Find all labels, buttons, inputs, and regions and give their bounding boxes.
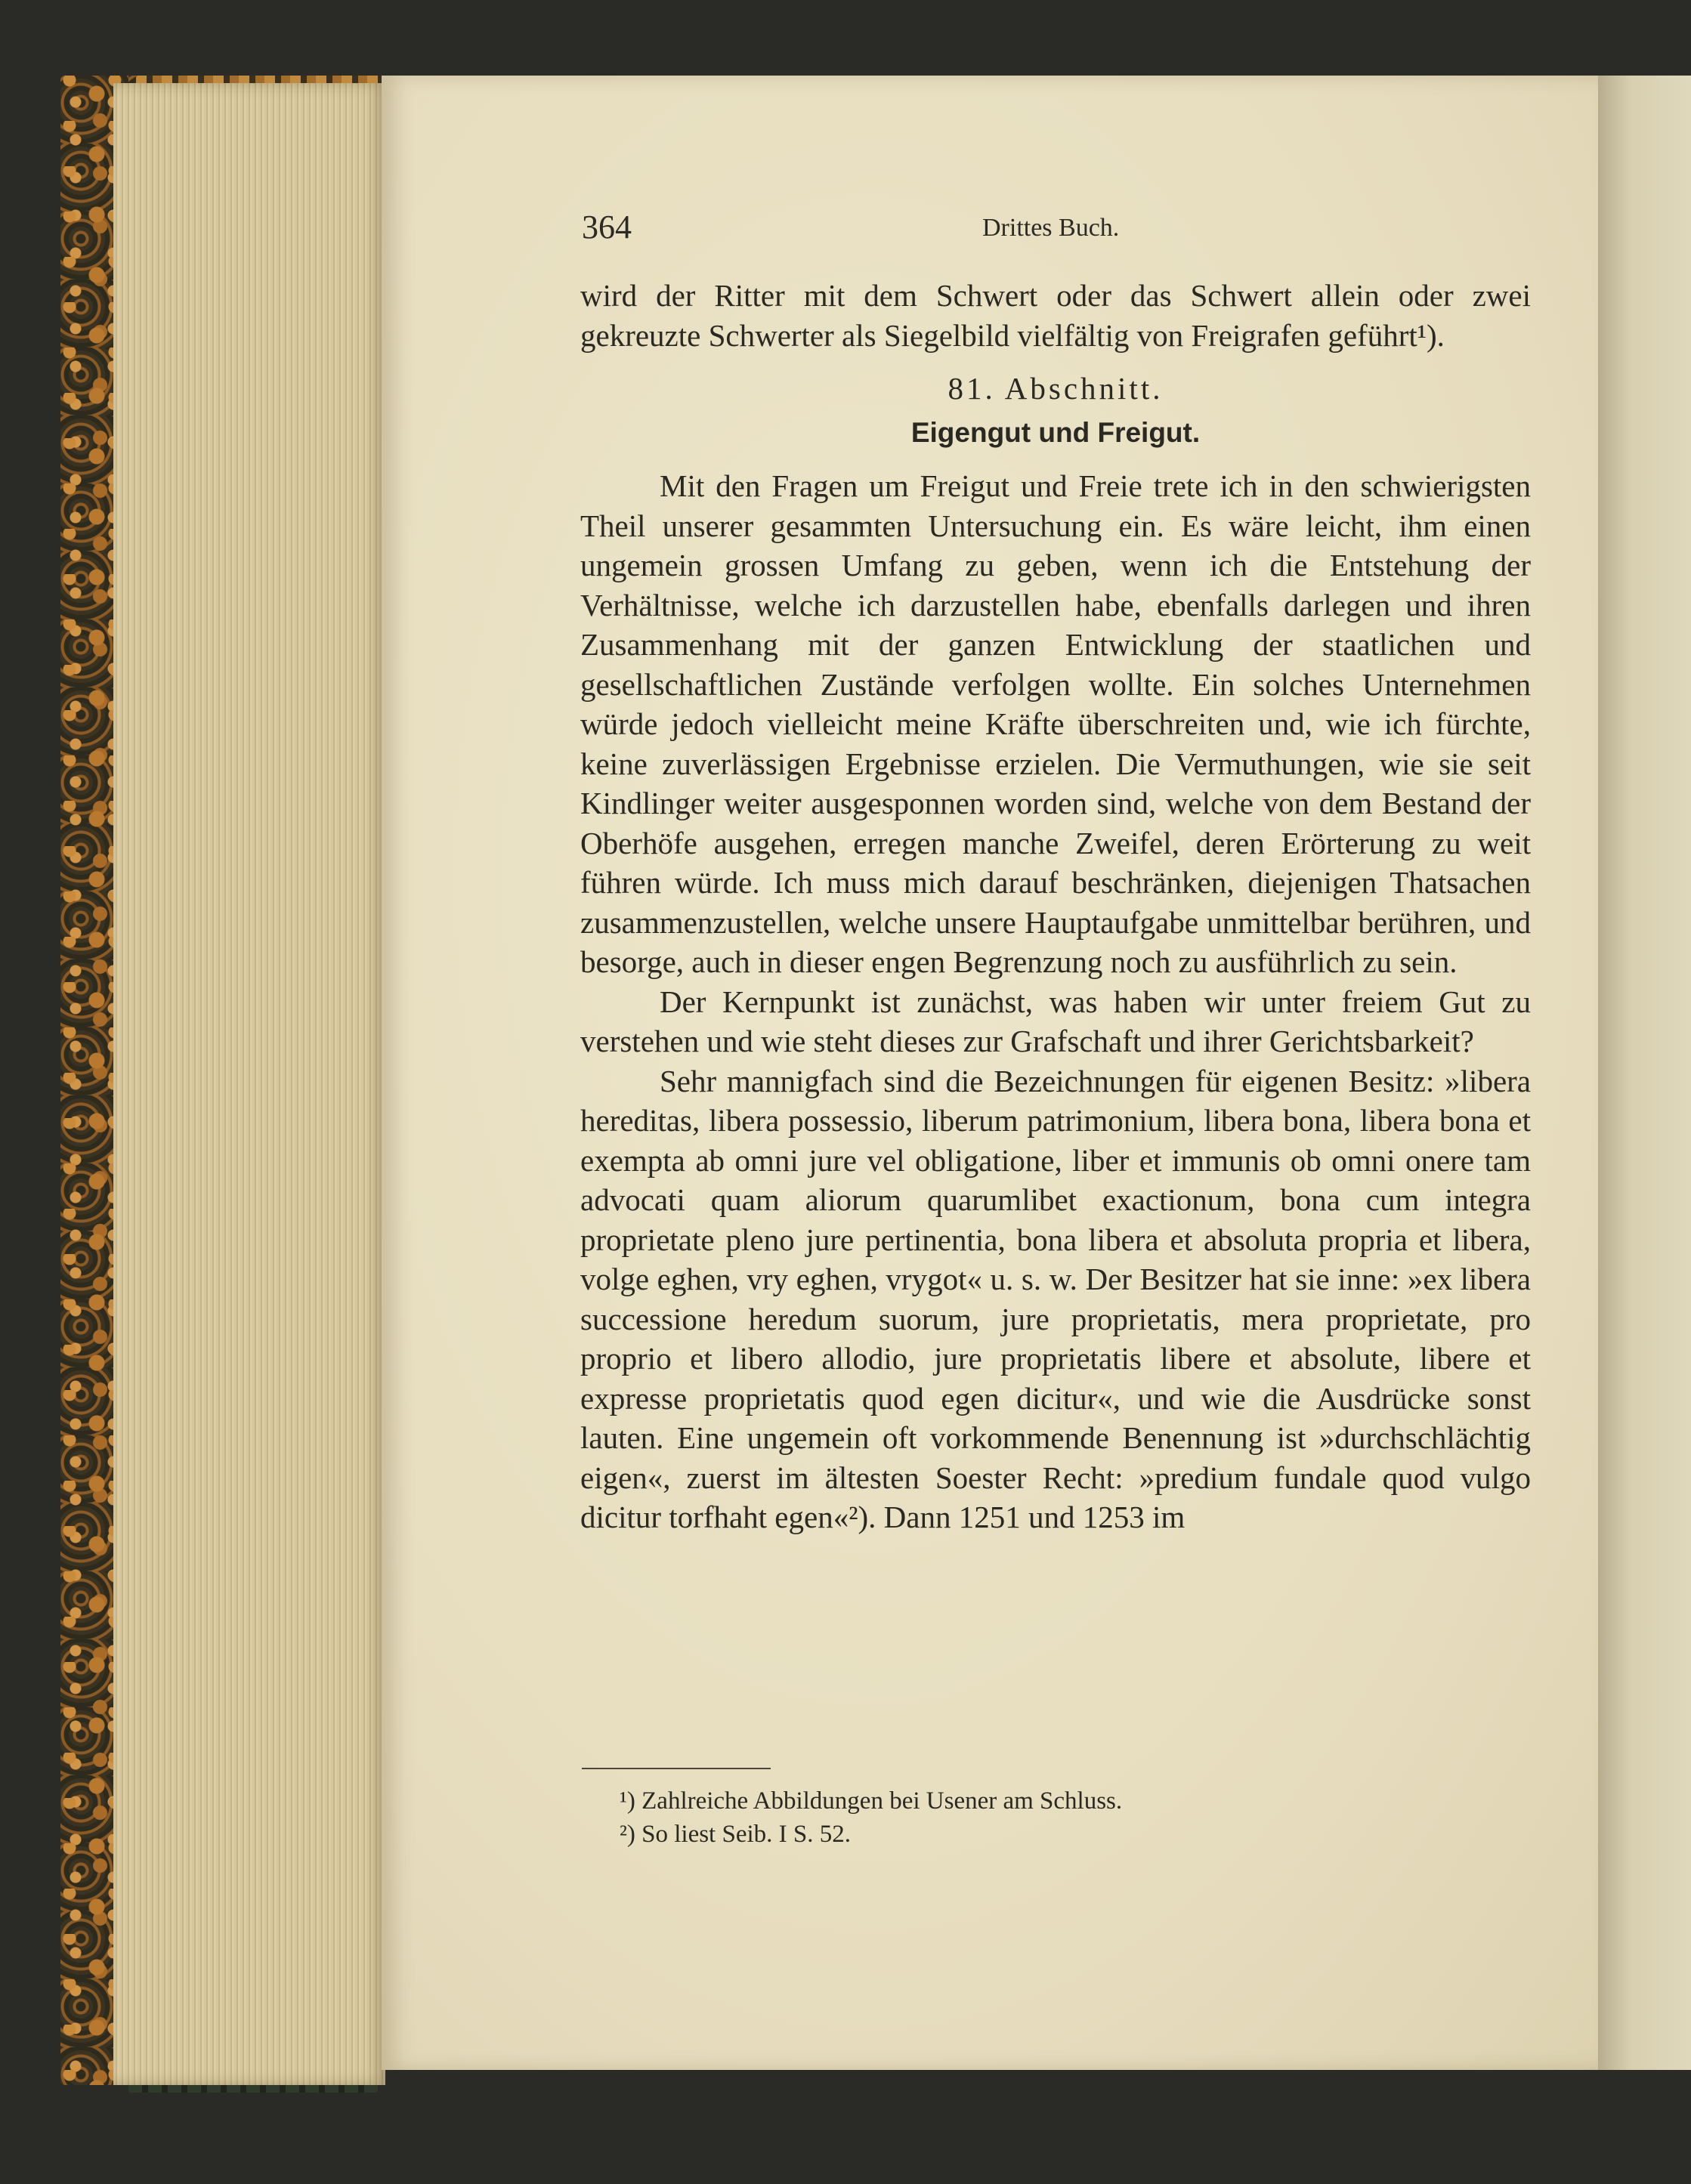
page-edges [113, 83, 385, 2085]
footnote: ²) So liest Seib. I S. 52. [620, 1821, 851, 1848]
paragraph: Sehr mannigfach sind die Bezeichnungen für eigenen Besitz: »libera hereditas, libera possessio, liberum patrimonium, libera bona, libera bona et exempta ab omni jure vel obligatione, liber et immunis ob omni onere tam advocati quam aliorum quarumlibet exactionum, bona cum integra proprietate pleno jure pertinentia, bona libera et absoluta propria et libera, volge eghen, vry eghen, vrygot« u. s. w. Der Besitzer hat sie inne: »ex libera successione heredum suorum, jure proprietatis, mera proprietate, pro proprio et libero allodio, jure proprietatis libere et absolute, libere et expresse proprietatis quod egen dicitur«, und wie die Ausdrücke sonst lauten. Eine ungemein oft vorkommende Benennung ist »durchschlächtig eigen«, zuerst im ältesten Soester Recht: »predium fundale quod vulgo dicitur torfhaht egen«²). Dann 1251 und 1253 im [580, 1063, 1531, 1534]
section-title: Eigengut und Freigut. [910, 416, 1201, 448]
section-number: 81. Abschnitt. [948, 371, 1164, 406]
paragraph: Der Kernpunkt ist zunächst, was haben wir unter freiem Gut zu verstehen und wie steht dieses zur Grafschaft und ihrer Gerichtsbarkeit? [580, 984, 1531, 1058]
page-number: 364 [582, 209, 632, 246]
page-header [582, 208, 1526, 253]
intro-paragraph: wird der Ritter mit dem Schwert oder das Schwert allein oder zwei gekreuzte Schwerter als Siegelbild vielfältig von Freigrafen geführt¹). [580, 278, 1531, 353]
running-head: Drittes Buch. [982, 214, 1120, 242]
footnotes [620, 1784, 1526, 1851]
facing-page-edge [1598, 76, 1691, 2070]
paragraph: Mit den Fragen um Freigut und Freie trete ich in den schwierigsten Theil unserer gesammten Untersuchung ein. Es wäre leicht, ihm einen ungemein grossen Umfang zu geben, wenn ich die Entstehung der Verhältnisse, welche ich darzustellen habe, ebenfalls darlegen und ihren Zusammenhang mit der ganzen Entwicklung der staatlichen und gesellschaftlichen Zustände verfolgen wollte. Ein solches Unternehmen würde jedoch vielleicht meine Kräfte überschreiten und, wie ich fürchte, keine zuverlässigen Ergebnisse erzielen. Die Vermuthungen, wie sie seit Kindlinger weiter ausgesponnen worden sind, welche von dem Bestand der Oberhöfe ausgehen, erregen manche Zweifel, deren Erörterung zu weit führen würde. Ich muss mich darauf beschränken, diejenigen Thatsachen zusammenzustellen, welche unsere Hauptaufgabe unmittelbar berühren, und besorge, auch in dieser engen Begrenzung noch zu ausführlich zu sein. [580, 468, 1531, 979]
main-text [580, 276, 1531, 1537]
footnote: ¹) Zahlreiche Abbildungen bei Usener am Schluss. [620, 1787, 1123, 1815]
footnote-divider [582, 1768, 771, 1769]
